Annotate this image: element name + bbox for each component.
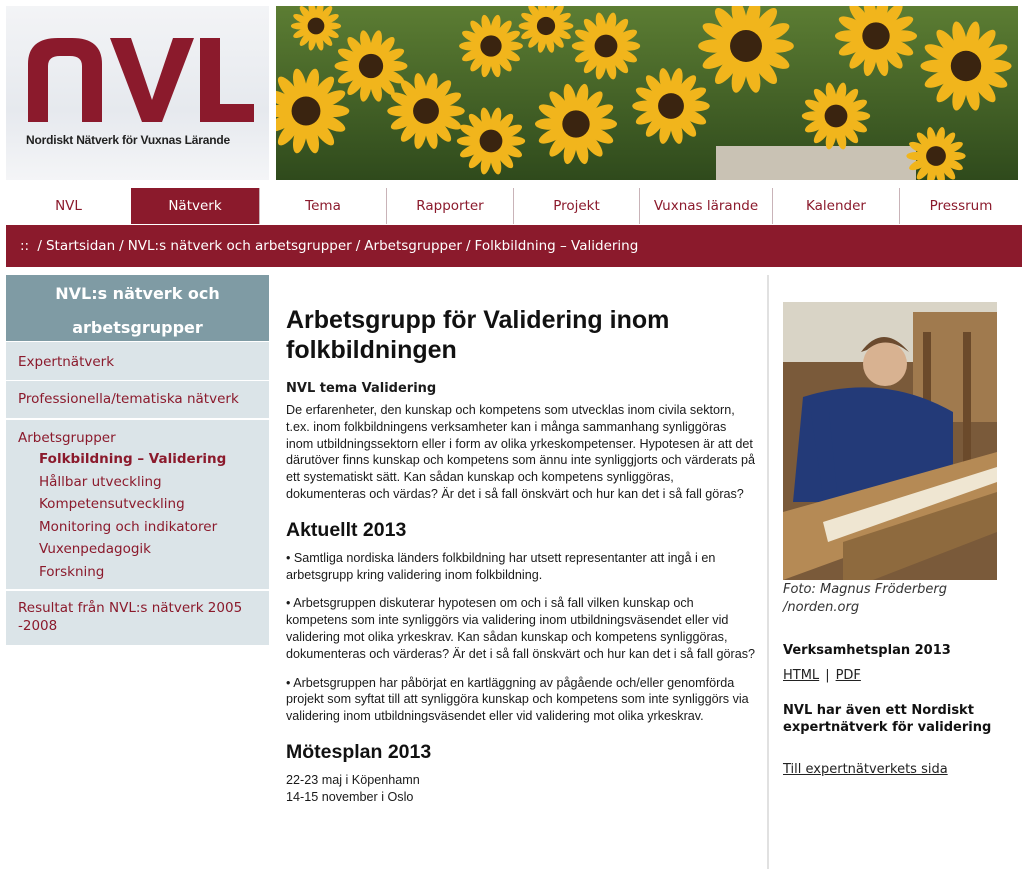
expert-network-link[interactable]: Till expertnätverkets sida <box>783 762 948 777</box>
sidebar <box>6 275 269 645</box>
sidebar-item-resultat[interactable]: Resultat från NVL:s nätverk 2005 -2008 <box>6 589 269 645</box>
right-column <box>767 275 1019 869</box>
sidebar-item-professionella[interactable]: Professionella/tematiska nätverk <box>6 380 269 418</box>
sidebar-subitem-monitoring[interactable]: Monitoring och indikatorer <box>39 518 218 535</box>
breadcrumb <box>6 225 1022 267</box>
breadcrumb-item[interactable]: Arbetsgrupper <box>364 238 462 254</box>
sidebar-subitem-kompetensutveckling[interactable]: Kompetensutveckling <box>39 496 185 512</box>
sidebar-item-arbetsgrupper[interactable]: Arbetsgrupper <box>18 430 116 446</box>
news-heading: Aktuellt 2013 <box>286 518 407 541</box>
section-subtitle: NVL tema Validering <box>286 381 437 396</box>
breadcrumb-separator: / <box>37 238 42 254</box>
nav-tab[interactable]: Vuxnas lärande <box>639 188 772 224</box>
sidebar-item-expertnatverk[interactable]: Expertnätverk <box>6 341 269 380</box>
meetings-heading: Mötesplan 2013 <box>286 740 432 763</box>
intro-text: De erfarenheter, den kunskap och kompetens som utvecklas inom civila sektorn, t.ex. inom folkbildningens verksamheter kan i många sammanhang synliggöras inom utbildningssektorn eller i form av olika yrkeskompetenser. Hypotesen är att det därutöver finns kunskap och kompetens som ännu inte synliggjorts och värderats på ett systematiskt sätt. Kan sådan kunskap och kompetens synliggöras, dokumenteras och värdas? Är det i så fall önskvärt och hur kan det i så fall göras? <box>286 403 756 501</box>
link-separator: | <box>825 668 830 683</box>
meeting-item: 14-15 november i Oslo <box>286 789 414 804</box>
photo-caption: Foto: Magnus Fröderberg /norden.org <box>783 582 948 615</box>
breadcrumb-item[interactable]: Startsidan <box>45 238 116 254</box>
weaving-illustration <box>783 302 997 580</box>
sidebar-group-arbetsgrupper <box>6 418 269 589</box>
breadcrumb-prefix: :: <box>20 238 30 254</box>
nav-tab[interactable]: Kalender <box>772 188 899 224</box>
nav-tab[interactable]: Pressrum <box>899 188 1022 224</box>
plan-links <box>783 668 861 683</box>
breadcrumb-separator: / <box>465 238 471 254</box>
expert-heading: NVL har även ett Nordiskt expertnätverk för validering <box>783 703 992 735</box>
news-item: • Arbetsgruppen diskuterar hypotesen om och i så fall vilken kunskap och kompetens som inte synliggörs via validering inom utbildningsväsendet eller vid validering mot olika yrkeskrav. Kan sådan kunskap och kompetens synliggöras, dokumenteras och värderas? Är det i så fall önskvärt och hur kan det i så fall göras? <box>286 596 756 661</box>
breadcrumb-item[interactable]: Folkbildning – Validering <box>474 238 639 254</box>
verksamhetsplan-heading: Verksamhetsplan 2013 <box>783 643 951 658</box>
nav-tab[interactable]: Nätverk <box>131 188 259 224</box>
breadcrumb-separator: / <box>119 238 124 254</box>
nav-tab[interactable]: Tema <box>259 188 386 224</box>
nav-tab[interactable]: NVL <box>6 188 131 224</box>
pdf-link[interactable]: PDF <box>835 668 861 683</box>
main-navigation <box>6 188 1022 224</box>
news-item: • Samtliga nordiska länders folkbildning har utsett representanter att ingå i en arbetsgrupp kring validering inom folkbildning. <box>286 550 716 582</box>
sidebar-subitem-hallbar-utveckling[interactable]: Hållbar utveckling <box>39 473 162 490</box>
html-link[interactable]: HTML <box>783 668 820 683</box>
nvl-logo-mark <box>24 34 256 126</box>
breadcrumb-separator: / <box>355 238 361 254</box>
sidebar-subitem-vuxenpedagogik[interactable]: Vuxenpedagogik <box>39 541 151 557</box>
meeting-item: 22-23 maj i Köpenhamn <box>286 772 420 787</box>
sidebar-menu <box>6 341 269 645</box>
weaving-photo <box>783 302 997 580</box>
nav-tab[interactable]: Rapporter <box>386 188 513 224</box>
sunflower-illustration <box>276 6 1018 180</box>
logo[interactable] <box>6 6 269 180</box>
page-title: Arbetsgrupp för Validering inom folkbildningen <box>286 306 670 364</box>
logo-tagline: Nordiskt Nätverk för Vuxnas Lärande <box>26 133 230 147</box>
news-item: • Arbetsgruppen har påbörjat en kartläggning av pågående och/eller genomförda projekt som syftat till att synliggöra kunskap och kompetens som inte synliggörs via validering inom utbildningsväsendet eller vid validering mot olika yrkeskrav. <box>286 675 749 724</box>
nav-tab[interactable]: Projekt <box>513 188 639 224</box>
sunflower-banner-image <box>276 6 1018 180</box>
main-content <box>286 305 756 806</box>
sidebar-subitem-folkbildning-validering[interactable]: Folkbildning – Validering <box>39 451 227 467</box>
breadcrumb-item[interactable]: NVL:s nätverk och arbetsgrupper <box>127 238 352 254</box>
sidebar-heading: NVL:s nätverk och arbetsgrupper <box>6 275 269 341</box>
sidebar-subitem-forskning[interactable]: Forskning <box>39 563 105 580</box>
